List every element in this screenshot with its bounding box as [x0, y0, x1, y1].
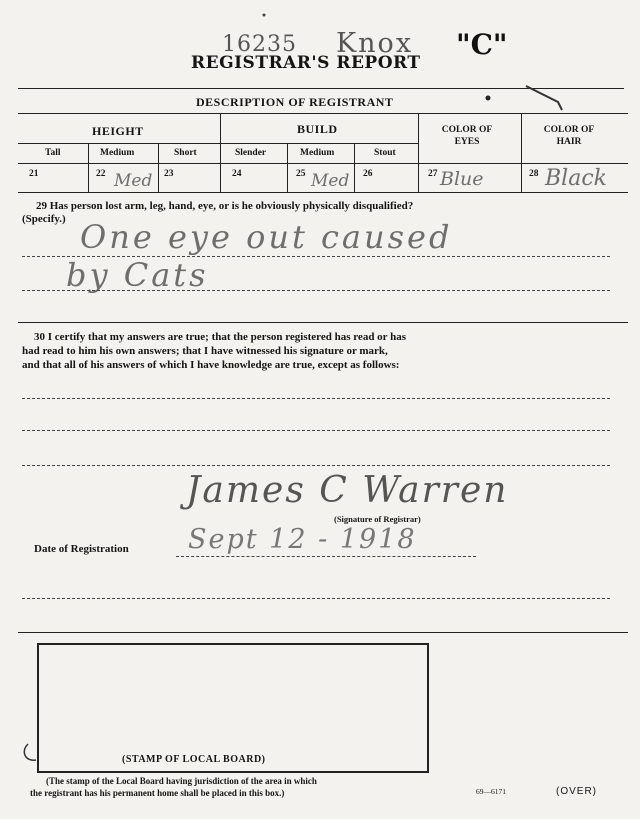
- hair-answer: Black: [545, 166, 607, 191]
- exception-line-3: [22, 465, 610, 466]
- table-divider-4: [88, 144, 89, 193]
- question-30-line1: 30 I certify that my answers are true; that the person registered has read or has: [34, 331, 407, 343]
- table-rule-2: [18, 143, 418, 144]
- rule-middle: [18, 322, 628, 323]
- table-rule-4: [18, 192, 628, 193]
- table-divider-1: [220, 114, 221, 193]
- county-stamp: Knox: [336, 28, 414, 59]
- question-29-answer-line1: One eye out caused: [80, 218, 453, 256]
- rule-top: [18, 88, 624, 89]
- stout-label: Stout: [374, 148, 396, 158]
- question-30-line2: had read to him his own answers; that I have witnessed his signature or mark,: [22, 345, 388, 357]
- medium-build-label: Medium: [300, 148, 335, 158]
- field-number-25: 25: [296, 169, 306, 179]
- registration-date: Sept 12 - 1918: [188, 524, 417, 555]
- table-divider-3: [521, 114, 522, 193]
- form-number: 69—6171: [476, 787, 506, 796]
- stamp-box-note-1: (The stamp of the Local Board having jurisdiction of the area in which: [46, 776, 317, 786]
- exception-line-2: [22, 430, 610, 431]
- answer-line-2: [22, 290, 610, 291]
- eyes-answer: Blue: [440, 168, 484, 190]
- medium-height-label: Medium: [100, 148, 135, 158]
- blank-line: [22, 598, 610, 599]
- table-divider-7: [354, 144, 355, 193]
- field-number-21: 21: [29, 169, 39, 179]
- stamp-box-note-2: the registrant has his permanent home shall be placed in this box.): [30, 788, 285, 798]
- tall-label: Tall: [45, 148, 61, 158]
- rule-bottom: [18, 632, 628, 633]
- field-number-26: 26: [363, 169, 373, 179]
- build-header: BUILD: [297, 122, 338, 136]
- series-stamp: "C": [456, 28, 508, 61]
- table-rule-1: [18, 113, 628, 114]
- table-divider-6: [287, 144, 288, 193]
- field-number-24: 24: [232, 169, 242, 179]
- question-30-line3: and that all of his answers of which I have knowledge are true, except as follows:: [22, 359, 400, 371]
- height-header: HEIGHT: [92, 124, 144, 138]
- registration-date-label: Date of Registration: [34, 543, 129, 555]
- height-answer: Med: [114, 171, 153, 191]
- exception-line-1: [22, 398, 610, 399]
- table-divider-5: [158, 144, 159, 193]
- slender-label: Slender: [235, 148, 267, 158]
- signature-caption: (Signature of Registrar): [334, 514, 421, 524]
- field-number-22: 22: [96, 169, 106, 179]
- question-29: 29 Has person lost arm, leg, hand, eye, or is he obviously physically disqualified?: [36, 200, 414, 212]
- serial-number: 16235: [222, 32, 297, 57]
- eyes-header: COLOR OF EYES: [441, 125, 493, 147]
- over-label: (OVER): [556, 786, 597, 797]
- table-divider-2: [418, 114, 419, 193]
- description-heading: DESCRIPTION OF REGISTRANT: [196, 95, 394, 109]
- build-answer: Med: [311, 171, 350, 191]
- stamp-box-label: (STAMP OF LOCAL BOARD): [122, 754, 266, 765]
- hair-header: COLOR OF HAIR: [543, 125, 595, 147]
- question-29-specify: (Specify.): [22, 213, 66, 225]
- registrar-signature: James C Warren: [186, 470, 509, 511]
- short-label: Short: [174, 148, 197, 158]
- field-number-23: 23: [164, 169, 174, 179]
- question-29-answer-line2: by Cats: [66, 256, 209, 294]
- page-title: REGISTRAR'S REPORT: [191, 53, 421, 73]
- registration-date-line: [176, 556, 476, 557]
- table-rule-3: [18, 163, 628, 164]
- field-number-27: 27: [428, 169, 438, 179]
- field-number-28: 28: [529, 169, 539, 179]
